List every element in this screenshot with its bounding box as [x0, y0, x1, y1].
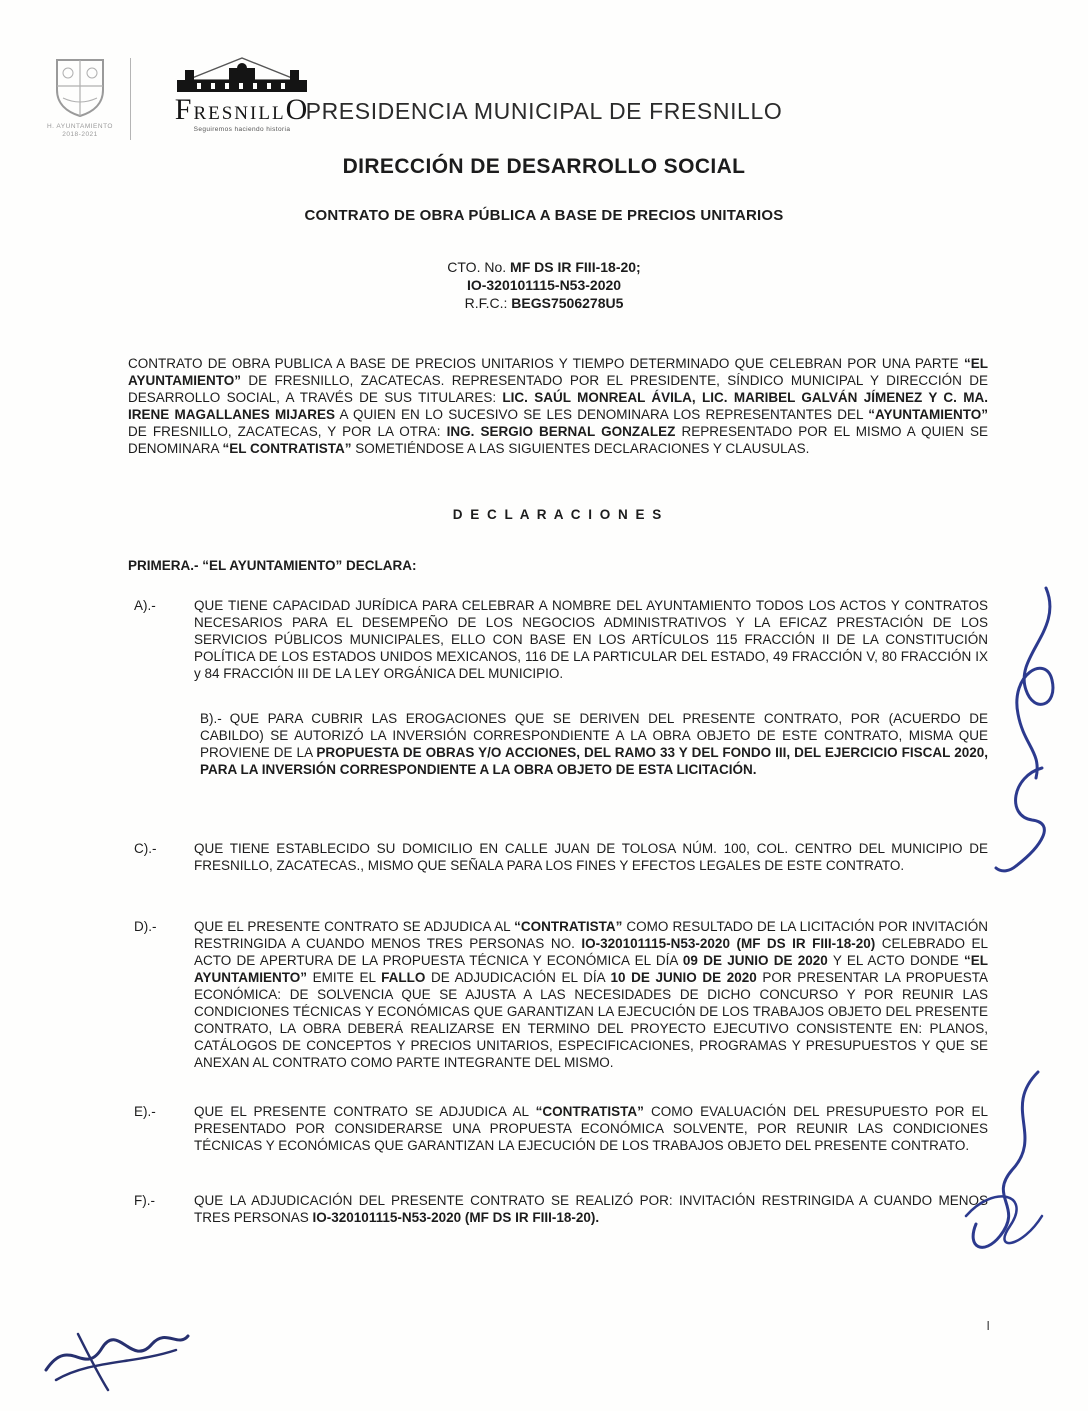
logo-divider	[130, 58, 131, 140]
handwritten-signature-bottom-left	[38, 1306, 198, 1406]
declaration-label: D).-	[134, 918, 157, 934]
declaration-label: B).-	[200, 710, 222, 726]
contract-number-block	[0, 258, 1088, 313]
declaration-item-e	[128, 1103, 988, 1154]
primera-declara-heading: PRIMERA.- “EL AYUNTAMIENTO” DECLARA:	[128, 557, 417, 573]
shield-caption-line1: H. AYUNTAMIENTO	[46, 123, 113, 130]
dept-title: DIRECCIÓN DE DESARROLLO SOCIAL	[342, 155, 746, 178]
fresnillo-wordmark-final: O	[285, 93, 310, 126]
contract-rfc-line: R.F.C.: BEGS7506278U5	[464, 295, 624, 312]
coat-of-arms-icon	[51, 56, 109, 118]
declaration-label: A).-	[134, 597, 156, 613]
declaration-label: C).-	[134, 840, 157, 856]
declaration-text: QUE EL PRESENTE CONTRATO SE ADJUDICA AL “CONTRATISTA” COMO EVALUACIÓN DEL PRESUPUESTO POR EL PRESENTADO POR CONSIDERARSE UNA PROPUESTA ECONÓMICA SOLVENTE, POR REUNIR LAS CONDICIONES TÉCNICAS Y ECONÓMICAS QUE GARANTIZAN LA EJECUCIÓN DE LOS TRABAJOS OBJETO DEL PRESENTE CONTRATO.	[194, 1103, 988, 1153]
document-body	[0, 355, 1088, 1226]
shield-caption-line2: 2018-2021	[62, 131, 98, 139]
declaration-label: F).-	[134, 1192, 155, 1208]
org-title: PRESIDENCIA MUNICIPAL DE FRESNILLO	[305, 98, 783, 124]
declaration-text: QUE PARA CUBRIR LAS EROGACIONES QUE SE DERIVEN DEL PRESENTE CONTRATO, POR (ACUERDO DE CABILDO) SE AUTORIZÓ LA INVERSIÓN CORRESPONDIENTE A LA OBRA OBJETO DE ESTE CONTRATO, MISMA QUE PROVIENE DE LA PROPUESTA DE OBRAS Y/O ACCIONES, DEL RAMO 33 Y DEL FONDO III, DEL EJERCICIO FISCAL 2020, PARA LA INVERSIÓN CORRESPONDIENTE A LA OBRA OBJETO DE ESTA LICITACIÓN.	[200, 710, 988, 777]
declaration-text: QUE EL PRESENTE CONTRATO SE ADJUDICA AL “CONTRATISTA” COMO RESULTADO DE LA LICITACIÓN POR INVITACIÓN RESTRINGIDA A CUANDO MENOS TRES PERSONAS NO. IO-320101115-N53-2020 (MF DS IR FIII-18-20) CELEBRADO EL ACTO DE APERTURA DE LA PROPUESTA TÉCNICA Y ECONÓMICA EL DÍA 09 DE JUNIO DE 2020 Y EL ACTO DONDE “EL AYUNTAMIENTO” EMITE EL FALLO DE ADJUDICACIÓN EL DÍA 10 DE JUNIO DE 2020 POR PRESENTAR LA PROPUESTA ECONÓMICA: DE SOLVENCIA QUE SE AJUSTA A LAS NECESIDADES DE DICHO CONCURSO Y POR REUNIR LAS CONDICIONES TÉCNICAS Y ECONÓMICAS QUE GARANTIZAN LA EJECUCIÓN DE LOS TRABAJOS OBJETO DEL PRESENTE CONTRATO, LA OBRA DEBERÁ REALIZARSE EN TERMINO DEL PROYECTO EJECUTIVO CONSISTENTE EN: PLANOS, CATÁLOGOS DE CONCEPTOS Y PRECIOS UNITARIOS, ESPECIFICACIONES, PROGRAMAS Y PRESUPUESTOS Y QUE SE ANEXAN AL CONTRATO COMO PARTE INTEGRANTE DEL MISMO.	[194, 918, 989, 1070]
municipal-coat-of-arms-logo	[34, 56, 126, 140]
declaration-item-c	[128, 840, 988, 874]
fresnillo-logo	[167, 56, 317, 133]
fresnillo-wordmark	[167, 95, 317, 125]
fresnillo-tagline: Seguiremos haciendo historia	[193, 126, 291, 133]
declaration-label: E).-	[134, 1103, 156, 1119]
declaration-item-f	[128, 1192, 988, 1226]
declaration-text: QUE LA ADJUDICACIÓN DEL PRESENTE CONTRATO SE REALIZÓ POR: INVITACIÓN RESTRINGIDA A CUANDO MENOS TRES PERSONAS IO-320101115-N53-2020 (MF DS IR FIII-18-20).	[194, 1192, 988, 1225]
page-number: I	[986, 1318, 990, 1333]
contract-number-line: IO-320101115-N53-2020	[466, 277, 622, 294]
doc-title: CONTRATO DE OBRA PÚBLICA A BASE DE PRECIOS UNITARIOS	[304, 207, 784, 224]
contract-number-line: CTO. No. MF DS IR FIII-18-20;	[447, 259, 641, 275]
fresnillo-building-icon	[167, 56, 317, 94]
declaration-item-b	[200, 710, 988, 778]
fresnillo-wordmark-initial: F	[174, 93, 194, 126]
declaration-item-d	[128, 918, 988, 1071]
declaration-text: QUE TIENE ESTABLECIDO SU DOMICILIO EN CALLE JUAN DE TOLOSA NÚM. 100, COL. CENTRO DEL MUNICIPIO DE FRESNILLO, ZACATECAS., MISMO QUE SEÑALA PARA LOS FINES Y EFECTOS LEGALES DE ESTE CONTRATO.	[194, 840, 988, 873]
declaration-item-a	[128, 597, 988, 682]
declarations-heading: D E C L A R A C I O N E S	[452, 506, 664, 522]
intro-paragraph: CONTRATO DE OBRA PUBLICA A BASE DE PRECIOS UNITARIOS Y TIEMPO DETERMINADO QUE CELEBRAN POR UNA PARTE “EL AYUNTAMIENTO” DE FRESNILLO, ZACATECAS. REPRESENTADO POR EL PRESIDENTE, SÍNDICO MUNICIPAL Y DIRECCIÓN DE DESARROLLO SOCIAL, A TRAVÉS DE SUS TITULARES: LIC. SAÚL MONREAL ÁVILA, LIC. MARIBEL GALVÁN JÍMENEZ Y C. MA. IRENE MAGALLANES MIJARES A QUIEN EN LO SUCESIVO SE LES DENOMINARA LOS REPRESENTANTES DEL “AYUNTAMIENTO” DE FRESNILLO, ZACATECAS, Y POR LA OTRA: ING. SERGIO BERNAL GONZALEZ REPRESENTADO POR EL MISMO A QUIEN SE DENOMINARA “EL CONTRATISTA” SOMETIÉNDOSE A LAS SIGUIENTES DECLARACIONES Y CLAUSULAS.	[128, 355, 988, 456]
fresnillo-wordmark-middle: RESNILL	[193, 103, 286, 124]
declaration-text: QUE TIENE CAPACIDAD JURÍDICA PARA CELEBRAR A NOMBRE DEL AYUNTAMIENTO TODOS LOS ACTOS Y CONTRATOS NECESARIOS PARA EL DESEMPEÑO DE LOS NEGOCIOS ADMINISTRATIVOS Y LA EFICAZ PRESTACIÓN DE LOS SERVICIOS PÚBLICOS MUNICIPALES, ELLO CON BASE EN LOS ARTÍCULOS 115 FRACCIÓN II DE LA CONSTITUCIÓN POLÍTICA DE LOS ESTADOS UNIDOS MEXICANOS, 116 DE LA PARTICULAR DEL ESTADO, 49 FRACCIÓN V, 80 FRACCIÓN IX y 84 FRACCIÓN III DE LA LEY ORGÁNICA DEL MUNICIPIO.	[194, 597, 988, 681]
